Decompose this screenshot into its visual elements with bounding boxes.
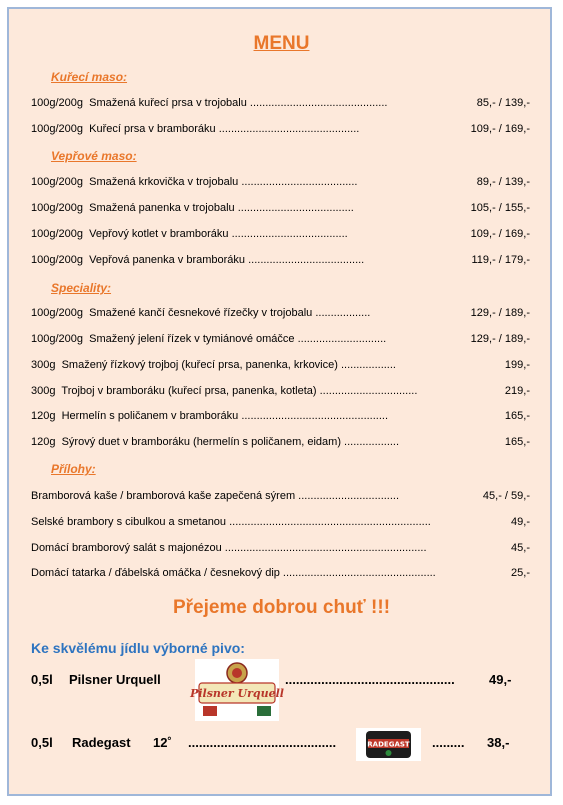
menu-item-price: 109,- / 169,- [470,123,530,135]
menu-item-text: 100g/200g Kuřecí prsa v bramboráku .............................................. [31,123,360,135]
beer-dots: ............................................... [285,672,455,687]
menu-title: MENU [253,33,310,54]
pilsner-urquell-logo [190,659,284,721]
beer-dots: ......... [432,735,465,750]
menu-item-price: 129,- / 189,- [470,307,530,319]
menu-item-text: 100g/200g Smažená krkovička v trojobalu ...................................... [31,176,358,188]
menu-item-price: 45,- / 59,- [482,490,530,502]
menu-item-price: 89,- / 139,- [476,176,530,188]
section-heading-chicken: Kuřecí maso: [51,70,128,84]
menu-item-price: 165,- [504,410,530,422]
menu-item-price: 129,- / 189,- [470,333,530,345]
beer-name: Pilsner Urquell [69,672,161,687]
menu-item-price: 119,- / 179,- [471,254,530,266]
menu-item-price: 165,- [504,436,530,448]
menu-item-text: 300g Trojboj v bramboráku (kuřecí prsa, panenka, kotleta) ................................ [31,385,418,397]
menu-item-text: 120g Sýrový duet v bramboráku (hermelín s poličanem, eidam) .................. [31,436,400,448]
menu-item-text: Domácí bramborový salát s majonézou .................................................................. [31,542,427,554]
section-heading-specialities: Speciality: [51,281,112,295]
beer-name: Radegast [72,735,131,750]
beer-price: 49,- [489,672,512,687]
beer-dots: ......................................... [188,735,337,750]
beer-heading: Ke skvělému jídlu výborné pivo: [31,640,245,656]
menu-item-text: Domácí tatarka / ďábelská omáčka / česnekový dip .................................................. [31,567,436,579]
menu-item-text: Bramborová kaše / bramborová kaše zapečená sýrem ................................. [31,490,400,502]
menu-item-price: 199,- [504,359,530,371]
beer-size: 0,5l [31,672,53,687]
radegast-logo [356,728,421,761]
menu-item-price: 85,- / 139,- [476,97,530,109]
menu-item-text: 100g/200g Smažené kančí česnekové řízečky v trojobalu .................. [31,307,371,319]
menu-item-text: 100g/200g Vepřová panenka v bramboráku ...................................... [31,254,365,266]
menu-item-text: 100g/200g Smažená panenka v trojobalu ...................................... [31,202,354,214]
menu-item-text: 300g Smažený řízkový trojboj (kuřecí prsa, panenka, krkovice) .................. [31,359,396,371]
menu-item-price: 49,- [511,516,530,528]
beer-size: 0,5l [31,735,53,750]
menu-item-price: 109,- / 169,- [470,228,530,240]
menu-item-price: 25,- [511,567,530,579]
menu-item-text: 100g/200g Smažená kuřecí prsa v trojobalu ............................................. [31,97,388,109]
menu-item-price: 219,- [504,385,530,397]
menu-item-text: 100g/200g Vepřový kotlet v bramboráku ...................................... [31,228,348,240]
beer-degree: 12˚ [153,735,172,750]
menu-item-text: Selské brambory s cibulkou a smetanou .................................................................. [31,516,431,528]
section-heading-sides: Přílohy: [51,462,96,476]
menu-item-text: 120g Hermelín s poličanem v bramboráku ................................................ [31,410,389,422]
menu-item-price: 45,- [511,542,530,554]
section-heading-pork: Vepřové maso: [51,149,137,163]
radegast-logo-lettering: RADEGAST [367,740,410,749]
pilsner-logo-lettering: Pilsner Urquell [190,687,284,700]
menu-item-text: 100g/200g Smažený jelení řízek v tymiánové omáčce ............................. [31,333,387,345]
closing-wish: Přejeme dobrou chuť !!! [172,597,391,618]
beer-price: 38,- [487,735,510,750]
menu-item-price: 105,- / 155,- [470,202,530,214]
